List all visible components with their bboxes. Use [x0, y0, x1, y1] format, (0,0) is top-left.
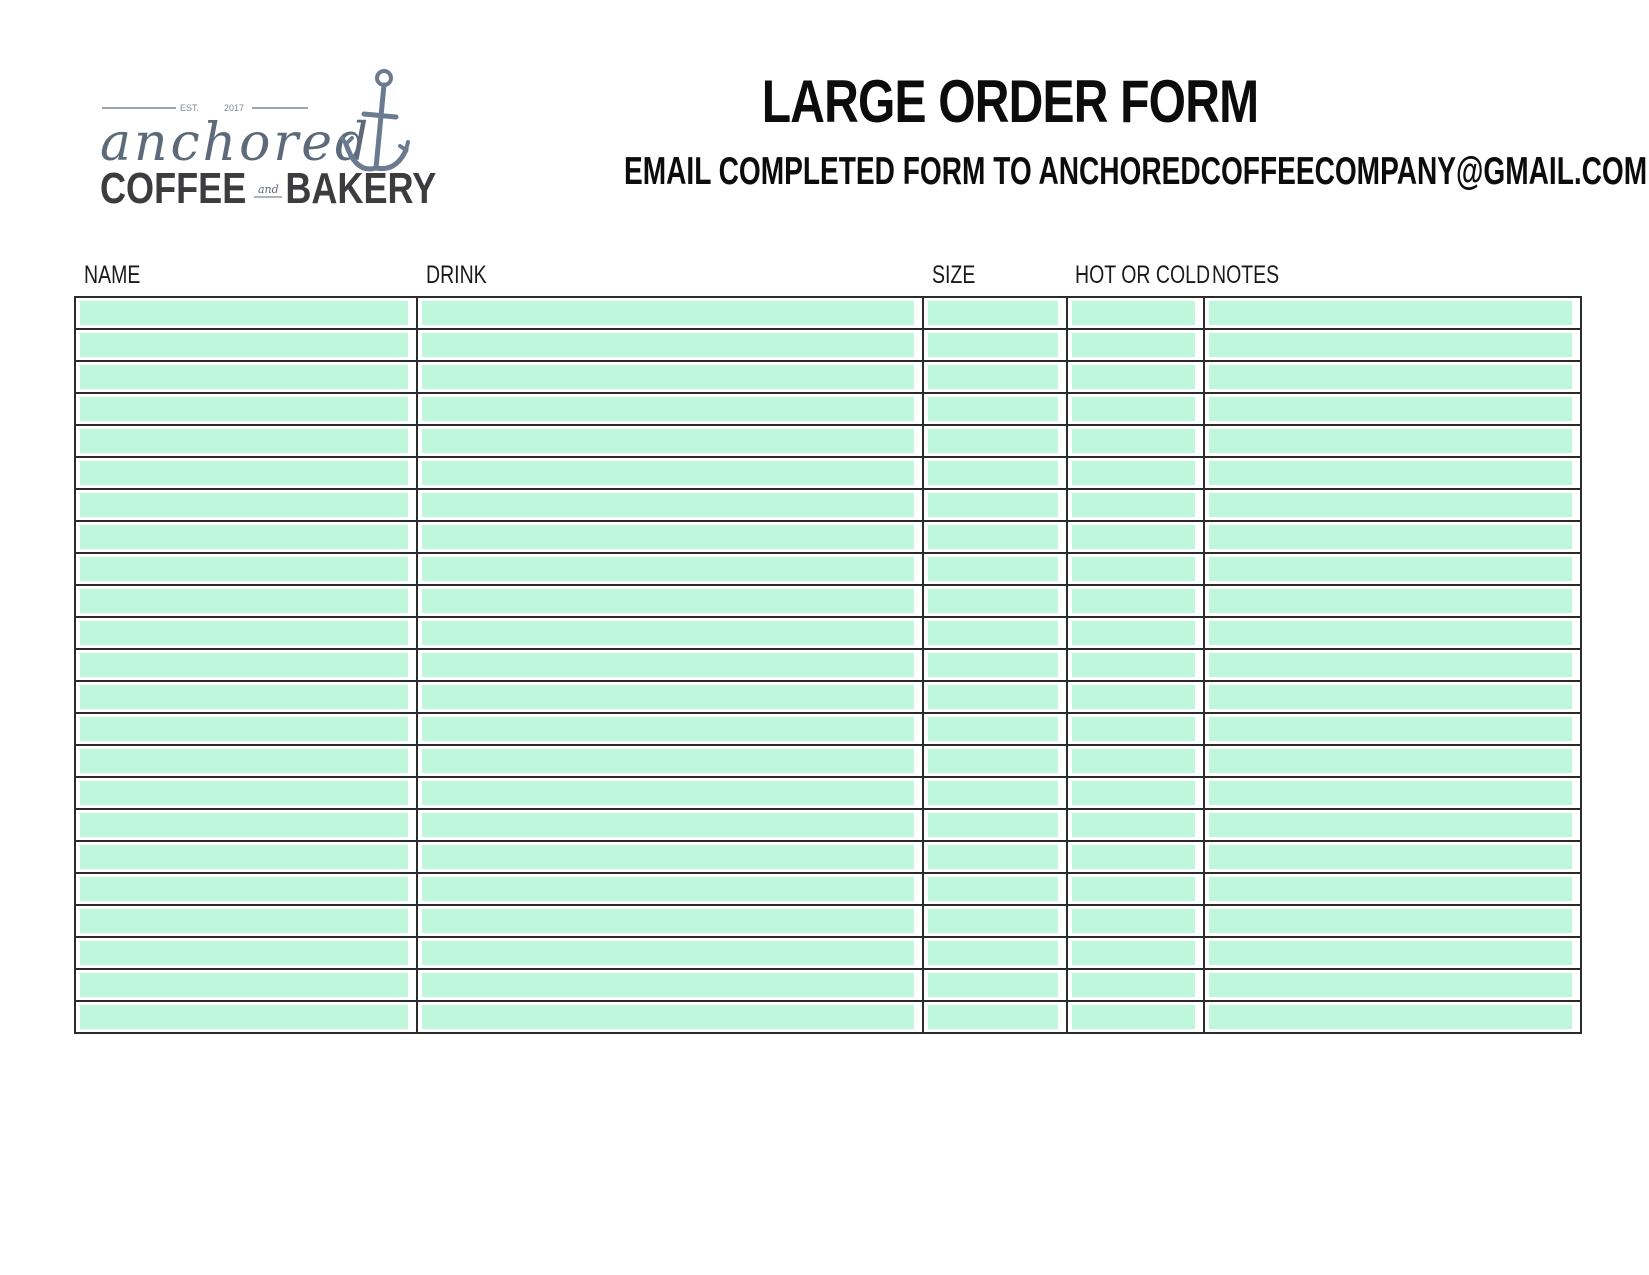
notes-cell: [1204, 969, 1581, 1001]
notes-field[interactable]: [1209, 653, 1572, 677]
notes-cell: [1204, 905, 1581, 937]
hot-or-cold-field[interactable]: [1072, 685, 1195, 709]
name-field[interactable]: [80, 525, 408, 549]
email-instruction: EMAIL COMPLETED FORM TO ANCHOREDCOFFEECOMPANY@GMAIL.COM: [624, 150, 1648, 193]
size-cell: [923, 713, 1067, 745]
name-cell: [75, 425, 417, 457]
drink-field[interactable]: [422, 941, 914, 965]
drink-cell: [417, 553, 923, 585]
name-field[interactable]: [80, 813, 408, 837]
hot-or-cold-field[interactable]: [1072, 717, 1195, 741]
size-field[interactable]: [928, 301, 1058, 325]
order-form-body: [75, 297, 1581, 1033]
drink-field[interactable]: [422, 397, 914, 421]
name-field[interactable]: [80, 333, 408, 357]
name-cell: [75, 841, 417, 873]
drink-cell: [417, 649, 923, 681]
column-header-drink: DRINK: [426, 261, 487, 289]
drink-field[interactable]: [422, 525, 914, 549]
size-cell: [923, 873, 1067, 905]
name-field[interactable]: [80, 1005, 408, 1029]
notes-field[interactable]: [1209, 333, 1572, 357]
hot-or-cold-field[interactable]: [1072, 621, 1195, 645]
size-field[interactable]: [928, 845, 1058, 869]
size-field[interactable]: [928, 429, 1058, 453]
hot-or-cold-cell: [1067, 361, 1204, 393]
drink-cell: [417, 1001, 923, 1033]
hot-or-cold-cell: [1067, 745, 1204, 777]
hot-or-cold-cell: [1067, 297, 1204, 329]
hot-or-cold-cell: [1067, 329, 1204, 361]
table-row: [75, 297, 1581, 329]
hot-or-cold-field[interactable]: [1072, 365, 1195, 389]
hot-or-cold-field[interactable]: [1072, 909, 1195, 933]
table-row: [75, 777, 1581, 809]
drink-field[interactable]: [422, 749, 914, 773]
drink-field[interactable]: [422, 589, 914, 613]
size-cell: [923, 585, 1067, 617]
column-header-hot-or-cold: HOT OR COLD: [1075, 261, 1211, 289]
notes-cell: [1204, 681, 1581, 713]
notes-cell: [1204, 617, 1581, 649]
drink-field[interactable]: [422, 813, 914, 837]
name-field[interactable]: [80, 717, 408, 741]
name-cell: [75, 521, 417, 553]
notes-cell: [1204, 585, 1581, 617]
notes-cell: [1204, 489, 1581, 521]
notes-cell: [1204, 713, 1581, 745]
table-row: [75, 969, 1581, 1001]
table-row: [75, 617, 1581, 649]
notes-field[interactable]: [1209, 365, 1572, 389]
hot-or-cold-field[interactable]: [1072, 845, 1195, 869]
notes-cell: [1204, 1001, 1581, 1033]
drink-cell: [417, 969, 923, 1001]
drink-cell: [417, 841, 923, 873]
name-cell: [75, 393, 417, 425]
hot-or-cold-cell: [1067, 809, 1204, 841]
size-field[interactable]: [928, 557, 1058, 581]
size-field[interactable]: [928, 621, 1058, 645]
name-field[interactable]: [80, 429, 408, 453]
drink-cell: [417, 489, 923, 521]
table-row: [75, 425, 1581, 457]
hot-or-cold-cell: [1067, 937, 1204, 969]
drink-field[interactable]: [422, 685, 914, 709]
table-row: [75, 329, 1581, 361]
size-field[interactable]: [928, 589, 1058, 613]
size-cell: [923, 1001, 1067, 1033]
drink-cell: [417, 713, 923, 745]
table-row: [75, 553, 1581, 585]
size-field[interactable]: [928, 749, 1058, 773]
name-cell: [75, 713, 417, 745]
size-cell: [923, 521, 1067, 553]
logo-artwork: [100, 68, 437, 213]
drink-cell: [417, 585, 923, 617]
name-field[interactable]: [80, 749, 408, 773]
size-cell: [923, 457, 1067, 489]
table-row: [75, 713, 1581, 745]
hot-or-cold-cell: [1067, 425, 1204, 457]
notes-cell: [1204, 297, 1581, 329]
size-field[interactable]: [928, 877, 1058, 901]
notes-field[interactable]: [1209, 813, 1572, 837]
size-field[interactable]: [928, 941, 1058, 965]
hot-or-cold-field[interactable]: [1072, 397, 1195, 421]
drink-cell: [417, 521, 923, 553]
hot-or-cold-cell: [1067, 713, 1204, 745]
drink-field[interactable]: [422, 845, 914, 869]
hot-or-cold-cell: [1067, 649, 1204, 681]
size-cell: [923, 553, 1067, 585]
name-cell: [75, 937, 417, 969]
size-cell: [923, 489, 1067, 521]
hot-or-cold-field[interactable]: [1072, 301, 1195, 325]
column-header-name: NAME: [84, 261, 141, 289]
size-field[interactable]: [928, 813, 1058, 837]
drink-cell: [417, 873, 923, 905]
name-field[interactable]: [80, 301, 408, 325]
size-cell: [923, 905, 1067, 937]
notes-field[interactable]: [1209, 429, 1572, 453]
size-cell: [923, 969, 1067, 1001]
notes-field[interactable]: [1209, 621, 1572, 645]
name-cell: [75, 745, 417, 777]
hot-or-cold-field[interactable]: [1072, 1005, 1195, 1029]
hot-or-cold-field[interactable]: [1072, 493, 1195, 517]
table-row: [75, 1001, 1581, 1033]
size-cell: [923, 393, 1067, 425]
name-cell: [75, 329, 417, 361]
drink-cell: [417, 809, 923, 841]
hot-or-cold-field[interactable]: [1072, 525, 1195, 549]
hot-or-cold-cell: [1067, 1001, 1204, 1033]
size-cell: [923, 745, 1067, 777]
notes-field[interactable]: [1209, 717, 1572, 741]
column-header-notes: NOTES: [1212, 261, 1280, 289]
name-field[interactable]: [80, 973, 408, 997]
table-row: [75, 937, 1581, 969]
notes-cell: [1204, 361, 1581, 393]
size-field[interactable]: [928, 781, 1058, 805]
notes-field[interactable]: [1209, 909, 1572, 933]
name-cell: [75, 777, 417, 809]
name-cell: [75, 809, 417, 841]
notes-field[interactable]: [1209, 493, 1572, 517]
drink-cell: [417, 297, 923, 329]
size-field[interactable]: [928, 1005, 1058, 1029]
name-field[interactable]: [80, 557, 408, 581]
drink-cell: [417, 745, 923, 777]
table-row: [75, 521, 1581, 553]
hot-or-cold-field[interactable]: [1072, 941, 1195, 965]
order-form-table: [74, 296, 1582, 1034]
notes-cell: [1204, 777, 1581, 809]
size-field[interactable]: [928, 461, 1058, 485]
table-row: [75, 393, 1581, 425]
notes-cell: [1204, 745, 1581, 777]
drink-field[interactable]: [422, 461, 914, 485]
drink-cell: [417, 393, 923, 425]
name-field[interactable]: [80, 493, 408, 517]
hot-or-cold-cell: [1067, 905, 1204, 937]
drink-cell: [417, 777, 923, 809]
name-cell: [75, 457, 417, 489]
name-field[interactable]: [80, 877, 408, 901]
hot-or-cold-field[interactable]: [1072, 333, 1195, 357]
name-cell: [75, 969, 417, 1001]
brand-logo: [100, 68, 437, 213]
name-field[interactable]: [80, 653, 408, 677]
size-field[interactable]: [928, 333, 1058, 357]
hot-or-cold-cell: [1067, 841, 1204, 873]
size-cell: [923, 425, 1067, 457]
drink-cell: [417, 937, 923, 969]
hot-or-cold-cell: [1067, 681, 1204, 713]
drink-field[interactable]: [422, 333, 914, 357]
size-field[interactable]: [928, 717, 1058, 741]
name-cell: [75, 1001, 417, 1033]
logo-word-bakery: BAKERY: [285, 163, 437, 213]
size-field[interactable]: [928, 493, 1058, 517]
page-title: LARGE ORDER FORM: [761, 68, 1259, 135]
hot-or-cold-field[interactable]: [1072, 749, 1195, 773]
drink-field[interactable]: [422, 621, 914, 645]
size-cell: [923, 841, 1067, 873]
name-cell: [75, 489, 417, 521]
logo-script-word: anchored: [100, 113, 372, 173]
notes-field[interactable]: [1209, 589, 1572, 613]
logo-year: 2017: [224, 103, 245, 113]
notes-cell: [1204, 553, 1581, 585]
notes-field[interactable]: [1209, 301, 1572, 325]
notes-cell: [1204, 329, 1581, 361]
drink-cell: [417, 425, 923, 457]
name-cell: [75, 617, 417, 649]
drink-field[interactable]: [422, 653, 914, 677]
table-row: [75, 649, 1581, 681]
table-row: [75, 585, 1581, 617]
name-field[interactable]: [80, 397, 408, 421]
name-field[interactable]: [80, 781, 408, 805]
name-cell: [75, 553, 417, 585]
hot-or-cold-cell: [1067, 521, 1204, 553]
column-header-size: SIZE: [932, 261, 976, 289]
drink-field[interactable]: [422, 301, 914, 325]
name-cell: [75, 873, 417, 905]
notes-cell: [1204, 809, 1581, 841]
hot-or-cold-cell: [1067, 969, 1204, 1001]
table-row: [75, 745, 1581, 777]
drink-field[interactable]: [422, 429, 914, 453]
notes-cell: [1204, 521, 1581, 553]
size-cell: [923, 617, 1067, 649]
size-cell: [923, 329, 1067, 361]
name-field[interactable]: [80, 845, 408, 869]
hot-or-cold-cell: [1067, 393, 1204, 425]
hot-or-cold-cell: [1067, 617, 1204, 649]
name-cell: [75, 361, 417, 393]
size-field[interactable]: [928, 365, 1058, 389]
logo-est-label: EST.: [180, 103, 200, 113]
notes-field[interactable]: [1209, 781, 1572, 805]
size-field[interactable]: [928, 909, 1058, 933]
drink-field[interactable]: [422, 557, 914, 581]
hot-or-cold-cell: [1067, 873, 1204, 905]
notes-field[interactable]: [1209, 685, 1572, 709]
drink-cell: [417, 329, 923, 361]
size-field[interactable]: [928, 653, 1058, 677]
drink-field[interactable]: [422, 1005, 914, 1029]
size-cell: [923, 649, 1067, 681]
notes-field[interactable]: [1209, 1005, 1572, 1029]
drink-field[interactable]: [422, 365, 914, 389]
hot-or-cold-cell: [1067, 553, 1204, 585]
table-row: [75, 489, 1581, 521]
notes-cell: [1204, 649, 1581, 681]
table-row: [75, 809, 1581, 841]
size-field[interactable]: [928, 685, 1058, 709]
drink-field[interactable]: [422, 909, 914, 933]
size-cell: [923, 937, 1067, 969]
hot-or-cold-field[interactable]: [1072, 589, 1195, 613]
notes-field[interactable]: [1209, 941, 1572, 965]
drink-cell: [417, 905, 923, 937]
drink-field[interactable]: [422, 493, 914, 517]
hot-or-cold-field[interactable]: [1072, 781, 1195, 805]
hot-or-cold-cell: [1067, 777, 1204, 809]
name-cell: [75, 649, 417, 681]
name-field[interactable]: [80, 909, 408, 933]
notes-field[interactable]: [1209, 525, 1572, 549]
logo-word-coffee: COFFEE: [100, 163, 247, 213]
notes-cell: [1204, 841, 1581, 873]
name-field[interactable]: [80, 621, 408, 645]
drink-field[interactable]: [422, 717, 914, 741]
size-field[interactable]: [928, 525, 1058, 549]
name-cell: [75, 681, 417, 713]
drink-cell: [417, 617, 923, 649]
drink-field[interactable]: [422, 973, 914, 997]
hot-or-cold-cell: [1067, 457, 1204, 489]
hot-or-cold-field[interactable]: [1072, 429, 1195, 453]
table-row: [75, 681, 1581, 713]
name-field[interactable]: [80, 941, 408, 965]
size-cell: [923, 777, 1067, 809]
drink-cell: [417, 681, 923, 713]
drink-cell: [417, 361, 923, 393]
hot-or-cold-cell: [1067, 585, 1204, 617]
drink-cell: [417, 457, 923, 489]
notes-field[interactable]: [1209, 461, 1572, 485]
name-field[interactable]: [80, 461, 408, 485]
notes-cell: [1204, 873, 1581, 905]
notes-cell: [1204, 393, 1581, 425]
notes-cell: [1204, 937, 1581, 969]
hot-or-cold-field[interactable]: [1072, 557, 1195, 581]
size-field[interactable]: [928, 397, 1058, 421]
size-cell: [923, 361, 1067, 393]
table-row: [75, 361, 1581, 393]
name-field[interactable]: [80, 589, 408, 613]
name-field[interactable]: [80, 685, 408, 709]
hot-or-cold-cell: [1067, 489, 1204, 521]
notes-field[interactable]: [1209, 845, 1572, 869]
name-cell: [75, 585, 417, 617]
size-cell: [923, 809, 1067, 841]
table-row: [75, 905, 1581, 937]
notes-field[interactable]: [1209, 749, 1572, 773]
notes-field[interactable]: [1209, 877, 1572, 901]
hot-or-cold-field[interactable]: [1072, 461, 1195, 485]
name-field[interactable]: [80, 365, 408, 389]
size-field[interactable]: [928, 973, 1058, 997]
notes-field[interactable]: [1209, 973, 1572, 997]
size-cell: [923, 297, 1067, 329]
size-cell: [923, 681, 1067, 713]
hot-or-cold-field[interactable]: [1072, 877, 1195, 901]
notes-cell: [1204, 457, 1581, 489]
drink-field[interactable]: [422, 877, 914, 901]
notes-field[interactable]: [1209, 557, 1572, 581]
drink-field[interactable]: [422, 781, 914, 805]
table-row: [75, 457, 1581, 489]
table-row: [75, 841, 1581, 873]
hot-or-cold-field[interactable]: [1072, 973, 1195, 997]
hot-or-cold-field[interactable]: [1072, 813, 1195, 837]
logo-connector: and: [258, 183, 279, 196]
notes-cell: [1204, 425, 1581, 457]
hot-or-cold-field[interactable]: [1072, 653, 1195, 677]
table-row: [75, 873, 1581, 905]
name-cell: [75, 297, 417, 329]
name-cell: [75, 905, 417, 937]
notes-field[interactable]: [1209, 397, 1572, 421]
